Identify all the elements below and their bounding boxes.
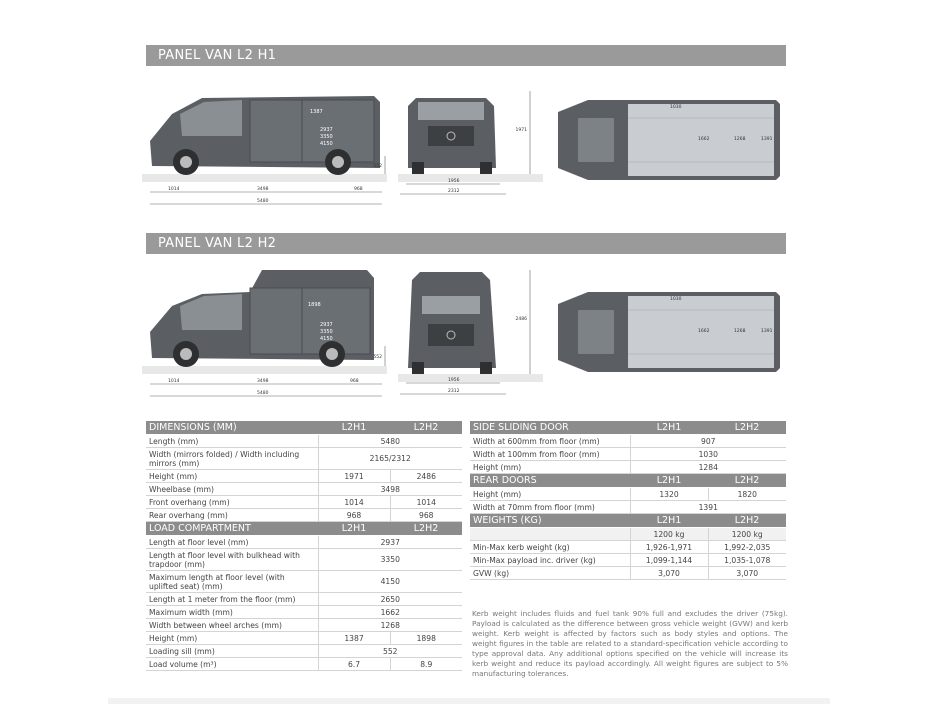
- dim-front-overhang: 1014: [168, 187, 180, 192]
- subheader-l2h2: 1200 kg: [708, 528, 786, 541]
- table-row: [146, 549, 462, 571]
- label-cargo3: 4150: [320, 336, 333, 342]
- dim-rear-overhang: 968: [354, 187, 363, 192]
- row-value-shared: 3350: [318, 549, 462, 571]
- dim-total-length: 5480: [257, 199, 269, 204]
- table-header-title: SIDE SLIDING DOOR: [470, 421, 630, 435]
- column-l2h2-header: L2H2: [390, 522, 462, 536]
- label-roof: 1387: [310, 109, 323, 115]
- row-label: Length at floor level (mm): [146, 536, 318, 549]
- table-row: [470, 488, 786, 501]
- weights-header: [470, 514, 786, 528]
- row-label: Load volume (m³): [146, 658, 318, 671]
- dim-front-overhang: 1014: [168, 379, 180, 384]
- section-title-l2h2: PANEL VAN L2 H2: [146, 233, 786, 254]
- table-header-title: DIMENSIONS (MM): [146, 421, 318, 435]
- row-label: Min-Max payload inc. driver (kg): [470, 554, 630, 567]
- row-label: Front overhang (mm): [146, 496, 318, 509]
- row-label: Width (mirrors folded) / Width including mirrors (mm): [146, 448, 318, 470]
- front-view-l2h2: [398, 266, 546, 400]
- side-door-body: [470, 421, 786, 474]
- column-l2h2-header: L2H2: [708, 514, 786, 528]
- row-label: Length (mm): [146, 435, 318, 448]
- dim-wheelbase: 3498: [257, 379, 269, 384]
- table-header-title: REAR DOORS: [470, 474, 630, 488]
- label-roof: 1898: [308, 302, 321, 308]
- table-row: [146, 571, 462, 593]
- table-row: [470, 448, 786, 461]
- subheader-l2h1: 1200 kg: [630, 528, 708, 541]
- row-value-shared: 4150: [318, 571, 462, 593]
- column-l2h1-header: L2H1: [630, 474, 708, 488]
- row-value-shared: 1662: [318, 606, 462, 619]
- row-value-l2h2: 8.9: [390, 658, 462, 671]
- row-value-l2h2: 1,035-1,078: [708, 554, 786, 567]
- table-row: [470, 435, 786, 448]
- column-l2h2-header: L2H2: [708, 421, 786, 435]
- table-header-title: WEIGHTS (KG): [470, 514, 630, 528]
- side-view-l2h2: [142, 266, 392, 400]
- dim-d3: 1391: [761, 329, 773, 334]
- row-label: Width between wheel arches (mm): [146, 619, 318, 632]
- side-door-header: [470, 421, 786, 435]
- row-value-shared: 5480: [318, 435, 462, 448]
- table-row: [146, 632, 462, 645]
- rear-doors-body: [470, 474, 786, 514]
- dim-d4: 1030: [670, 297, 682, 302]
- dim-d1: 1662: [698, 137, 710, 142]
- column-l2h2-header: L2H2: [708, 474, 786, 488]
- dim-total-length: 5480: [257, 391, 269, 396]
- table-row: [146, 645, 462, 658]
- column-l2h1-header: L2H1: [318, 522, 390, 536]
- row-value-l2h2: 1014: [390, 496, 462, 509]
- row-label: Loading sill (mm): [146, 645, 318, 658]
- row-value-l2h2: 968: [390, 509, 462, 522]
- row-value-l2h2: 1820: [708, 488, 786, 501]
- row-label: Length at 1 meter from the floor (mm): [146, 593, 318, 606]
- label-cargo3: 4150: [320, 141, 333, 147]
- row-label: Height (mm): [470, 461, 630, 474]
- right-specs-table: [470, 421, 786, 580]
- dim-width: 1956: [448, 179, 460, 184]
- table-row: [470, 501, 786, 514]
- dim-rear-overhang: 968: [350, 379, 359, 384]
- table-row: [146, 619, 462, 632]
- table-row: [146, 536, 462, 549]
- row-value-l2h1: 1971: [318, 470, 390, 483]
- row-value-l2h1: 1,926-1,971: [630, 541, 708, 554]
- row-value-l2h1: 1320: [630, 488, 708, 501]
- row-value-l2h1: 1387: [318, 632, 390, 645]
- dimensions-body: [146, 421, 462, 522]
- row-label: Wheelbase (mm): [146, 483, 318, 496]
- table-row: [470, 554, 786, 567]
- row-label: Rear overhang (mm): [146, 509, 318, 522]
- row-label: Width at 100mm from floor (mm): [470, 448, 630, 461]
- row-value-shared: 2165/2312: [318, 448, 462, 470]
- label-cargo2: 3350: [320, 329, 333, 335]
- footer-bar: [108, 698, 830, 704]
- dim-d2: 1268: [734, 329, 746, 334]
- row-value-l2h1: 1,099-1,144: [630, 554, 708, 567]
- row-label: Maximum length at floor level (with uplifted seat) (mm): [146, 571, 318, 593]
- row-value-shared: 2650: [318, 593, 462, 606]
- dimensions-table: [146, 421, 462, 671]
- table-row: [146, 593, 462, 606]
- row-label: Height (mm): [470, 488, 630, 501]
- rear-doors-header: [470, 474, 786, 488]
- row-value-shared: 2937: [318, 536, 462, 549]
- row-value-l2h1: 3,070: [630, 567, 708, 580]
- dim-d4: 1030: [670, 105, 682, 110]
- row-label: Length at floor level with bulkhead with trapdoor (mm): [146, 549, 318, 571]
- row-label: Min-Max kerb weight (kg): [470, 541, 630, 554]
- row-label: Maximum width (mm): [146, 606, 318, 619]
- dim-sill: 552: [373, 164, 382, 169]
- row-label: Height (mm): [146, 632, 318, 645]
- row-value-l2h1: 6.7: [318, 658, 390, 671]
- row-value-shared: 907: [630, 435, 786, 448]
- dim-sill: 552: [373, 355, 382, 360]
- table-row: [146, 470, 462, 483]
- front-view-l2h1: [398, 86, 546, 198]
- load-header: [146, 522, 462, 536]
- row-value-shared: 1284: [630, 461, 786, 474]
- table-row: [146, 606, 462, 619]
- label-cargo1: 2937: [320, 322, 333, 328]
- label-cargo2: 3350: [320, 134, 333, 140]
- table-row: [146, 496, 462, 509]
- row-value-l2h1: 1014: [318, 496, 390, 509]
- dim-d2: 1268: [734, 137, 746, 142]
- table-row: [470, 541, 786, 554]
- table-header-title: LOAD COMPARTMENT: [146, 522, 318, 536]
- dim-height: 2486: [515, 317, 527, 322]
- column-l2h1-header: L2H1: [318, 421, 390, 435]
- table-row: [146, 435, 462, 448]
- row-value-shared: 1030: [630, 448, 786, 461]
- table-row: [146, 483, 462, 496]
- row-value-l2h2: 2486: [390, 470, 462, 483]
- column-l2h2-header: L2H2: [390, 421, 462, 435]
- table-row: [146, 509, 462, 522]
- row-value-l2h2: 1,992-2,035: [708, 541, 786, 554]
- row-value-shared: 3498: [318, 483, 462, 496]
- table-row: [470, 461, 786, 474]
- dim-d1: 1662: [698, 329, 710, 334]
- dimensions-header: [146, 421, 462, 435]
- row-value-l2h2: 1898: [390, 632, 462, 645]
- footnote: Kerb weight includes fluids and fuel tank 90% full and excludes the driver (75kg). Payload is calculated as the difference between gross vehicle weight (GVW) and kerb weight. Kerb weight is affected by factors such as body styles and options. The weight figures in the table are related to a standard-specification vehicle according to type approval data. Any additional options specified on the vehicle will increase its kerb weight and reduce its payload accordingly. All weight figures are subject to 5% manufacturing tolerances.: [472, 609, 788, 678]
- row-value-l2h2: 3,070: [708, 567, 786, 580]
- table-row: [146, 448, 462, 470]
- section-title-l2h1: PANEL VAN L2 H1: [146, 45, 786, 66]
- row-label: Width at 600mm from floor (mm): [470, 435, 630, 448]
- dim-wheelbase: 3498: [257, 187, 269, 192]
- side-view-l2h1: [142, 86, 392, 211]
- column-l2h1-header: L2H1: [630, 421, 708, 435]
- column-l2h1-header: L2H1: [630, 514, 708, 528]
- dim-width: 1956: [448, 378, 460, 383]
- row-value-shared: 552: [318, 645, 462, 658]
- load-body: [146, 522, 462, 671]
- dim-total-width: 2312: [448, 189, 460, 194]
- table-row: [470, 567, 786, 580]
- weights-body: [470, 514, 786, 580]
- dim-total-width: 2312: [448, 389, 460, 394]
- row-value-l2h1: 968: [318, 509, 390, 522]
- row-label: Height (mm): [146, 470, 318, 483]
- row-label: Width at 70mm from floor (mm): [470, 501, 630, 514]
- row-value-shared: 1391: [630, 501, 786, 514]
- row-value-shared: 1268: [318, 619, 462, 632]
- top-view-l2h1: [548, 90, 784, 190]
- top-view-l2h2: [548, 282, 784, 382]
- dim-height: 1971: [515, 128, 527, 133]
- dim-d3: 1391: [761, 137, 773, 142]
- label-cargo1: 2937: [320, 127, 333, 133]
- row-label: GVW (kg): [470, 567, 630, 580]
- weights-subheader: [470, 528, 786, 541]
- table-row: [146, 658, 462, 671]
